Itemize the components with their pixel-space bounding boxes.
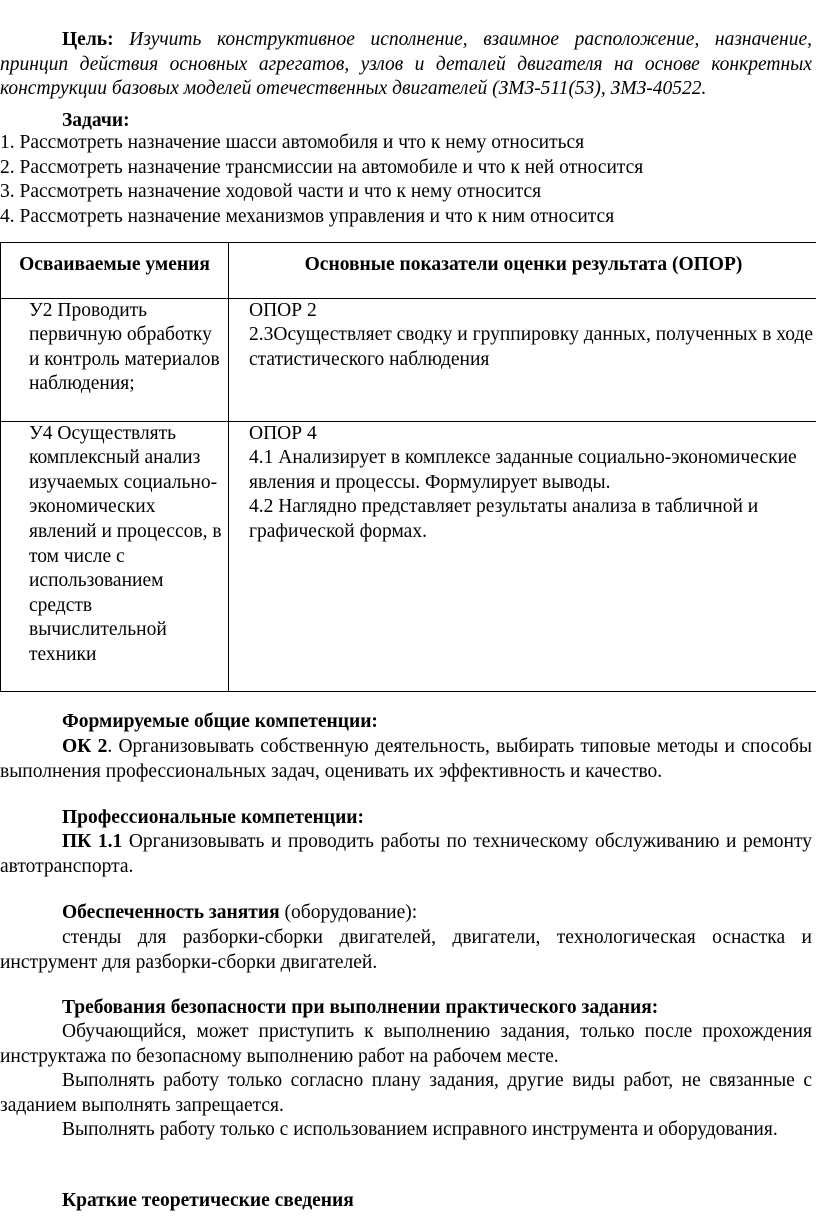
tasks-heading-block (0, 109, 812, 134)
general-competence-code: ОК 2 (62, 736, 108, 757)
theory-heading: Краткие теоретические сведения (62, 1190, 354, 1211)
table-header-indicators: Основные показатели оценки результата (ОПОР) (229, 243, 816, 299)
skill-cell (1, 421, 229, 691)
table-row (1, 421, 816, 691)
task-item: 2. Рассмотреть назначение трансмиссии на автомобиле и что к ней относится (0, 156, 644, 178)
indicator-line: 4.2 Наглядно представляет результаты анализа в табличной и графической формах. (249, 496, 759, 542)
indicator-cell (229, 298, 816, 421)
tasks-heading: Задачи: (62, 110, 130, 131)
professional-competences-heading-block (0, 806, 812, 831)
goal-label: Цель: (62, 29, 114, 50)
safety-heading-block (0, 996, 812, 1021)
safety-heading: Требования безопасности при выполнении практического задания: (62, 997, 659, 1018)
skill-text: У2 Проводить первичную обработку и контроль материалов наблюдения; (29, 299, 220, 395)
tasks-list (0, 131, 812, 229)
general-competences-heading-block (0, 710, 812, 735)
equipment-heading: Обеспеченность занятия (62, 902, 280, 923)
table-header-skills: Осваиваемые умения (1, 243, 229, 299)
general-competences-heading: Формируемые общие компетенции: (62, 711, 378, 732)
safety-paragraph: Обучающийся, может приступить к выполнению задания, только после прохождения инструктажа по безопасному выполнению работ на рабочем месте. (0, 1021, 812, 1067)
task-item: 4. Рассмотреть назначение механизмов управления и что к ним относится (0, 205, 615, 227)
professional-competences-paragraph (0, 830, 812, 879)
indicator-line: 2.3Осуществляет сводку и группировку данных, полученных в ходе статистического наблюдения (249, 324, 814, 370)
safety-paragraphs (0, 1020, 812, 1143)
theory-heading-block (0, 1189, 812, 1214)
safety-paragraph: Выполнять работу только с использованием исправного инструмента и оборудования. (62, 1119, 778, 1141)
skill-cell (1, 298, 229, 421)
task-item: 1. Рассмотреть назначение шасси автомобиля и что к нему относиться (0, 132, 585, 153)
table-header-row (1, 243, 816, 299)
equipment-text: стенды для разборки-сборки двигателей, двигатели, технологическая оснастка и инструмент для разборки-сборки двигателей. (0, 927, 812, 973)
table-row (1, 298, 816, 421)
goal-text: Изучить конструктивное исполнение, взаимное расположение, назначение, принцип действия основных агрегатов, узлов и деталей двигателя на основе конкретных конструкции базовых моделей отечественных двигателей (ЗМЗ-511(53), ЗМЗ-40522. (0, 29, 813, 100)
skills-table (0, 242, 816, 692)
professional-competence-text: Организовывать и проводить работы по техническому обслуживанию и ремонту автотранспорта. (0, 831, 812, 877)
professional-competence-code: ПК 1.1 (62, 831, 123, 852)
safety-paragraph: Выполнять работу только согласно плану задания, другие виды работ, не связанные с заданием выполнять запрещается. (0, 1070, 812, 1116)
goal-paragraph (0, 28, 812, 102)
indicator-line: 4.1 Анализирует в комплексе заданные социально-экономические явления и процессы. Формулирует выводы. (249, 447, 797, 493)
indicator-line: ОПОР 2 (249, 299, 317, 321)
skill-text: У4 Осуществлять комплексный анализ изучаемых социально-экономических явлений и процессов, в том числе с использованием средств вычислительной техники (29, 422, 222, 665)
equipment-heading-block (0, 901, 812, 926)
indicator-line: ОПОР 4 (249, 422, 317, 444)
general-competences-paragraph (0, 735, 812, 784)
professional-competences-heading: Профессиональные компетенции: (62, 807, 365, 828)
general-competence-text: . Организовывать собственную деятельность, выбирать типовые методы и способы выполнения профессиональных задач, оценивать их эффективность и качество. (0, 736, 812, 782)
equipment-paragraph (0, 926, 812, 975)
equipment-heading-suffix: (оборудование): (279, 902, 418, 923)
task-item: 3. Рассмотреть назначение ходовой части и что к нему относится (0, 181, 542, 203)
indicator-cell (229, 421, 816, 691)
